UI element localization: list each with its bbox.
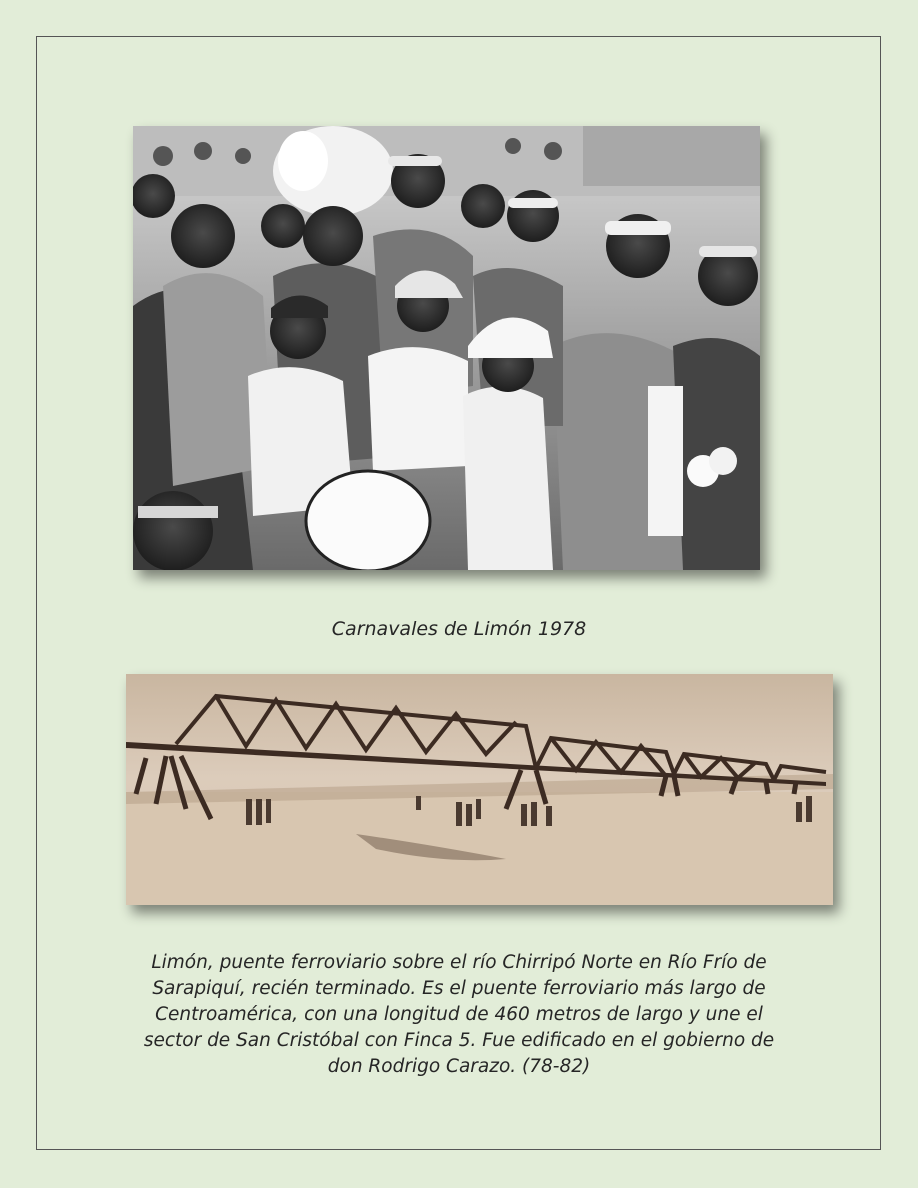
bridge-caption-line-4: sector de San Cristóbal con Finca 5. Fue edificado en el gobierno de — [143, 1030, 775, 1051]
bridge-caption-line-3: Centroamérica, con una longitud de 460 metros de largo y une el — [155, 1004, 763, 1025]
carnival-photo-illustration — [133, 126, 760, 570]
carnival-caption: Carnavales de Limón 1978 — [331, 618, 587, 640]
carnival-photo — [133, 126, 760, 570]
bridge-caption — [90, 950, 828, 1080]
bridge-caption-line-2: Sarapiquí, recién terminado. Es el puente ferroviario más largo de — [152, 978, 766, 999]
bridge-caption-line-5: don Rodrigo Carazo. (78-82) — [327, 1056, 591, 1077]
bridge-photo — [126, 674, 833, 905]
bridge-caption-line-1: Limón, puente ferroviario sobre el río Chirripó Norte en Río Frío de — [151, 952, 767, 973]
bridge-photo-illustration — [126, 674, 833, 905]
